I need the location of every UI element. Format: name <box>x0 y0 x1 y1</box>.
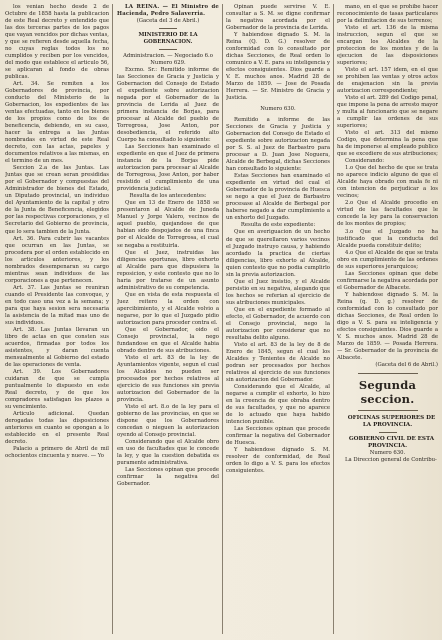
paragraph: Y habiendose dignado S. M. resolver de conformidad, de Real orden lo digo a V. S. para los efectos consiguientes. <box>226 446 330 475</box>
paragraph: Que el Gobernador, oido el Consejo provincial, la nego fundandose en que el Alcalde habia obrado dentro de sus atribuciones. <box>117 326 219 354</box>
column-divider <box>112 4 113 634</box>
paragraph: Visto el art. 157 idem, en el que se prohiben las ventas y otros actos de enajenacion sin la previa autorizacion correspondiente; <box>337 67 438 95</box>
paragraph: los venian hecho desde 2 de Octubre de 1858 hasta la publicacion de este Real decreto y entendido que las dos terceras partes de los pagos que vayan vencidos por dichas ventas, y que se refieren desde aquella fecha, no cuyas reglas todos los no cumplidos y reciben por los vencidos, del modo que establece el articulo 56, se aplicaran al fondo de obras publicas. <box>5 4 109 81</box>
gazette-reference: (Gaceta del 3 de Abril.) <box>136 18 200 25</box>
paragraph: Considerando que el Alcalde obro en uso de facultades que le concede la ley, y que la cuestion debatida es puramente administrativa. <box>117 438 219 466</box>
separator <box>358 373 418 374</box>
paragraph: Seccion 2.a de las Juntas. Las Juntas que se crean seran presididas por el Gobernador y compuestas del Administrador de bienes del Estado, un Diputado provincial, un individuo del Ayuntamiento de la capital y otro de la Junta de Beneficencia, elegidos por las respectivas corporaciones, y el Secretario del Gobierno de provincia, que lo sera tambien de la Junta. <box>5 165 109 235</box>
column-2 <box>117 4 219 634</box>
paragraph: Art. 34. Se remiten a los Gobernadores de provincia, por conducto del Ministerio de la Gobernacion, los expedientes de las ventas efectuadas, tanto en los bienes de los propios como de los de beneficencia, debiendo, en su caso, hacer la entrega a las Juntas nombradas en virtud de este Real decreto, con las actas, papeles y documentos relativos a las mismas, en el termino de un mes. <box>5 81 109 165</box>
offices-title: OFICINAS SUPERIORES DE LA PROVINCIA. <box>347 414 436 428</box>
paragraph: Visto el art. 313 del mismo Codigo, que determina la pena que ha de imponerse al empleado publico que se excediere de sus atribuciones; <box>337 130 438 158</box>
paragraph: Visto el art. 289 del Codigo penal, que impone la pena de arresto mayor y multa al funcionario que se negare a cumplir las ordenes de sus superiores; <box>337 95 438 130</box>
paragraph: Visto el art. 136 de la misma instruccion, segun el que se encargan los Alcaldes de la proteccion de los montes y de la ejecucion de las disposiciones superiores; <box>337 25 438 67</box>
paragraph: Que en el expediente formado al efecto, el Gobernador, de acuerdo con el Consejo provincial, nego la autorizacion por considerar que no resultaba delito alguno. <box>226 306 330 341</box>
section-title: Segunda seccion. <box>358 377 417 406</box>
separator <box>379 432 397 433</box>
paragraph: 4.o Que el Alcalde de que se trata obro en cumplimiento de las ordenes de sus superiores jerarquicos; <box>337 249 438 270</box>
paragraph: Las Secciones opinan que procede confirmar la negativa del Gobernador de Huesca. <box>226 425 330 446</box>
paragraph: Considerando que el Alcalde, al negarse a cumplir el exhorto, lo hizo en la creencia de que obraba dentro de sus facultades, y que no aparece de lo actuado que haya habido intencion punible. <box>226 383 330 425</box>
paragraph: Opinan puede servirse V. E. consultar a S. M. se digne confirmar la negativa acordada por el Gobernador de la provincia de Lerida. <box>226 4 330 32</box>
paragraph: Art. 37. Las Juntas se reuniran cuando el Presidente las convoque, y en todo caso una vez a la semana; y para que haya sesion sera necesaria la asistencia de la mitad mas uno de sus individuos. <box>5 284 109 326</box>
paragraph: Art. 38. Las Juntas llevaran un libro de actas en que consten sus acuerdos, firmadas por todos los asistentes, y daran cuenta mensualmente al Gobierno del estado de las operaciones de venta. <box>5 326 109 368</box>
separator <box>159 49 177 50</box>
paragraph: 3.o Que el Juzgado no ha justificado que la conducta del Alcalde pueda constituir delito; <box>337 228 438 249</box>
paragraph: Resulta de este expediente: <box>240 222 316 229</box>
government-title: GOBIERNO CIVIL DE ESTA PROVINCIA. <box>348 435 435 449</box>
paragraph: Y habiendose dignado S. M. la Reina (Q. D. G.) resolver de conformidad con lo consultado por dichas Secciones, de Real orden lo comunico a V. E. para su inteligencia y efectos consiguientes. Dios guarde a V. E. muchos anos. Madrid 28 de Marzo de 1859. — Jose de Posada Herrera. — Sr. Ministro de Gracia y Justicia. <box>226 32 330 102</box>
paragraph: Visto el art. 83 de la ley de 8 de Enero de 1845, segun el cual los Alcaldes y Tenientes de Alcalde no podran ser procesados por hechos relativos al ejercicio de sus funciones sin autorizacion del Gobernador. <box>226 341 330 383</box>
column-1 <box>5 4 109 634</box>
column-divider <box>222 4 223 634</box>
paragraph: Visto el art. 8.o de la ley para el gobierno de las provincias, en que se dispone que los Gobernadores concedan o nieguen la autorizacion oyendo al Consejo provincial. <box>117 403 219 438</box>
separator <box>358 410 418 411</box>
paragraph: Las Secciones opinan que debe confirmarse la negativa acordada por el Gobernador de Albacete. <box>337 270 438 291</box>
paragraph: 2.o Que el Alcalde procedio en virtud de las facultades que le concede la ley para la conservacion de los montes de propios; <box>337 200 438 228</box>
paragraph: Considerando: <box>345 158 385 165</box>
paragraph: Remitido a informe de las Secciones de Gracia y Justicia y Gobernacion del Consejo de Estado el expediente sobre autorizacion negada por S. S. al Juez de Barbastro para procesar a D. Juan Jose Noguera, Alcalde de Berbegal, dichas Secciones han consultado lo siguiente: <box>226 117 330 173</box>
gazette-reference: (Gaceta del 6 de Abril.) <box>375 361 438 368</box>
paragraph: La Direccion general de Contribu- <box>345 456 437 463</box>
paragraph: mano, en el que se prohibe hacer reconocimiento de tasas particulares por la delimitacion de sus terrenos; <box>337 4 438 25</box>
document-number: Numero 629. <box>150 60 186 67</box>
column-divider <box>333 4 334 634</box>
paragraph: Palacio a primero de Abril de mil ochocientos cincuenta y nueve. — Yo <box>5 445 109 459</box>
paragraph: Excmo. Sr.: Remitido informe de las Secciones de Gracia y Justicia y Gobernacion del Consejo de Estado el expediente sobre autorizacion negada por el Gobernador de la provincia de Lerida al Juez de primera instancia de Borjas, para procesar al Alcalde del pueblo de Torregrosa, Jose Anton, por desobediencia, el referido alto Cuerpo ha consultado lo siguiente: <box>117 67 219 144</box>
ministry-title: MINISTERIO DE LA GOBERNACION. <box>138 32 198 46</box>
paragraph: Y habiendose dignado S. M. la Reina (q. D. g.) resolver de conformidad con lo consultado por dichas Secciones, de Real orden lo digo a V. S. para su inteligencia y efectos consiguientes. Dios guarde a V. S. muchos anos. Madrid 28 de Marzo de 1859. — Posada Herrera. — Sr. Gobernador de la provincia de Albacete. <box>337 291 438 361</box>
paragraph: Articulo adicional. Quedan derogadas todas las disposiciones anteriores en cuanto se opongan a lo establecido en el presente Real decreto. <box>5 410 109 445</box>
paragraph: 1.o Que del hecho de que se trata no aparece indicio alguno de que el Alcalde haya obrado con mala fe ni con intencion de perjudicar a los vecinos; <box>337 165 438 200</box>
paragraph: Art. 36. Para cubrir las vacantes que ocurran en las Juntas, se procedera por el orden establecido en los articulos anteriores, y los nombrados desempenaran su cargo mientras sean individuos de las corporaciones a que pertenecen. <box>5 235 109 284</box>
paragraph: Visto el art. 83 de la ley de Ayuntamientos vigente, segun el cual los Alcaldes no pueden ser procesados por hechos relativos al ejercicio de sus funciones sin previa autorizacion del Gobernador de la provincia. <box>117 354 219 403</box>
paragraph: Que en 13 de Enero de 1858 se presentaron al Alcalde de Juneda Manuel y Jorge Valero, vecinos de aquel pueblo, quejandose de que habian sido despojados de una finca por el Alcalde de Torregrosa, el cual se negaba a restituirla. <box>117 200 219 249</box>
document-number: Numero 630. <box>260 106 296 113</box>
paragraph: Las Secciones opinan que procede confirmar la negativa del Gobernador. <box>117 467 219 488</box>
paragraph: Las Secciones han examinado el expediente en que el Juez de primera instancia de la Borjas pide autorizacion para procesar al Alcalde de Torregrosa, Jose Anton, por haber resistido el cumplimiento de una providencia judicial. <box>117 144 219 193</box>
paragraph: Que en vista de esta respuesta el Juez reitero la orden con apercibimiento, y el Alcalde volvio a negarse, por lo que el Juzgado pidio autorizacion para proceder contra el. <box>117 291 219 326</box>
paragraph: Estas Secciones han examinado el expediente en virtud del cual el Gobernador de la provincia de Huesca se nego a que el Juez de Barbastro procesase al Alcalde de Berbegal por haberse negado a dar cumplimiento a un exhorto del Juzgado. <box>226 173 330 222</box>
paragraph: Que el Juez, instruidas las diligencias oportunas, libro exhorto al Alcalde para que dispusiera la reposicion, y este contesto que no lo haria por tratarse de un asunto administrativo de su competencia. <box>117 249 219 291</box>
paragraph: Art. 39. Los Gobernadores cuidaran de que se cumpla puntualmente lo dispuesto en este Real decreto, y de que los compradores satisfagan los plazos a su vencimiento. <box>5 368 109 410</box>
signature-block: LA REINA. — El Ministro de Hacienda, Pedro Salaverria. <box>117 4 219 18</box>
paragraph: Que en averiguacion de un hecho de que se querellaron varios vecinos el Juzgado instruyo causa, y habiendo acordado la practica de ciertas diligencias, libro exhorto al Alcalde, quien contesto que no podia cumplirlo sin la previa autorizacion. <box>226 229 330 278</box>
column-3 <box>226 4 330 634</box>
paragraph: Resulta de los antecedentes: <box>129 193 207 200</box>
paragraph: Que el Juez insistio, y el Alcalde persistio en su negativa, alegando que los hechos se referian al ejercicio de sus atribuciones municipales. <box>226 278 330 306</box>
column-4 <box>337 4 438 634</box>
separator <box>159 28 177 29</box>
department-line: Administracion. — Negociado 6.o <box>123 53 213 60</box>
document-number: Numero 630. <box>369 449 406 456</box>
